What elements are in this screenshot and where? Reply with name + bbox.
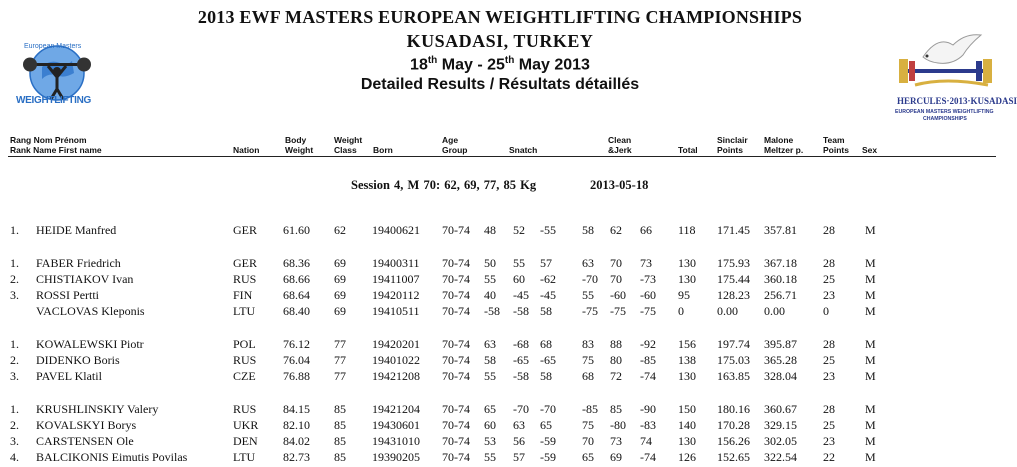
- european-masters-logo: [12, 33, 102, 113]
- cell-s3: 68: [540, 337, 552, 351]
- table-row: [0, 223, 1000, 237]
- cell-s1: 65: [484, 402, 496, 416]
- cell-sinclair: 180.16: [717, 402, 750, 416]
- cell-c2: 69: [610, 450, 622, 464]
- cell-s3: 58: [540, 304, 552, 318]
- cell-wc: 69: [334, 288, 346, 302]
- cell-bw: 68.64: [283, 288, 310, 302]
- cell-sex: M: [865, 450, 876, 464]
- date-range: 18th May - 25th May 2013: [410, 55, 590, 74]
- col-rank-name-header: Rang Nom Prénom Rank Name First name: [10, 135, 102, 155]
- cell-sinclair: 128.23: [717, 288, 750, 302]
- cell-born: 19431010: [372, 434, 420, 448]
- cell-c3: -85: [640, 353, 656, 367]
- cell-s2: -58: [513, 304, 529, 318]
- cell-s2: 52: [513, 223, 525, 237]
- cell-sex: M: [865, 353, 876, 367]
- cell-s3: -59: [540, 450, 556, 464]
- cell-total: 140: [678, 418, 696, 432]
- cell-malone: 322.54: [764, 450, 797, 464]
- cell-s2: 63: [513, 418, 525, 432]
- cell-s3: -45: [540, 288, 556, 302]
- cell-sex: M: [865, 256, 876, 270]
- cell-c3: -73: [640, 272, 656, 286]
- cell-born: 19430601: [372, 418, 420, 432]
- cell-wc: 77: [334, 369, 346, 383]
- logo-top-text: European Masters: [24, 43, 82, 50]
- cell-c2: 73: [610, 434, 622, 448]
- cell-c3: -90: [640, 402, 656, 416]
- cell-name: CARSTENSEN Ole: [36, 434, 134, 448]
- cell-name: FABER Friedrich: [36, 256, 121, 270]
- cell-team: 28: [823, 337, 835, 351]
- cell-c3: -60: [640, 288, 656, 302]
- cell-s1: 55: [484, 272, 496, 286]
- cell-total: 130: [678, 272, 696, 286]
- cell-name: KRUSHLINSKIY Valery: [36, 402, 159, 416]
- location-title: KUSADASI, TURKEY: [406, 31, 594, 51]
- cell-sinclair: 152.65: [717, 450, 750, 464]
- cell-total: 130: [678, 434, 696, 448]
- cell-c1: 83: [582, 337, 594, 351]
- col-body-weight-header: Body Weight: [285, 135, 314, 155]
- cell-s2: 57: [513, 450, 525, 464]
- cell-born: 19421208: [372, 369, 420, 383]
- col-born-header: Born: [373, 145, 393, 155]
- cell-total: 138: [678, 353, 696, 367]
- col-age-group-header: Age Group: [442, 135, 468, 155]
- cell-age: 70-74: [442, 418, 470, 432]
- cell-rank: 1.: [10, 223, 19, 237]
- cell-born: 19401022: [372, 353, 420, 367]
- cell-rank: 2.: [10, 418, 19, 432]
- cell-sex: M: [865, 418, 876, 432]
- cell-wc: 85: [334, 450, 346, 464]
- cell-rank: 4.: [10, 450, 19, 464]
- col-malone-header: Malone Meltzer p.: [764, 135, 804, 155]
- cell-age: 70-74: [442, 353, 470, 367]
- cell-wc: 77: [334, 337, 346, 351]
- cell-team: 23: [823, 369, 835, 383]
- cell-malone: 302.05: [764, 434, 797, 448]
- table-row: [0, 369, 1000, 383]
- cell-total: 150: [678, 402, 696, 416]
- cell-c2: 72: [610, 369, 622, 383]
- cell-born: 19411007: [372, 272, 420, 286]
- col-team-points-header: Team Points: [823, 135, 849, 155]
- cell-age: 70-74: [442, 288, 470, 302]
- cell-bw: 82.73: [283, 450, 310, 464]
- header-divider: [8, 156, 996, 157]
- cell-malone: 365.28: [764, 353, 797, 367]
- cell-wc: 77: [334, 353, 346, 367]
- cell-wc: 85: [334, 418, 346, 432]
- cell-nation: LTU: [233, 450, 256, 464]
- cell-c3: -74: [640, 369, 656, 383]
- cell-rank: 3.: [10, 434, 19, 448]
- championship-title: 2013 EWF MASTERS EUROPEAN WEIGHTLIFTING CHAMPIONSHIPS: [197, 7, 803, 27]
- cell-nation: FIN: [233, 288, 253, 302]
- cell-sinclair: 156.26: [717, 434, 750, 448]
- cell-team: 23: [823, 288, 835, 302]
- cell-c2: -60: [610, 288, 626, 302]
- cell-s1: 60: [484, 418, 496, 432]
- cell-s3: -65: [540, 353, 556, 367]
- cell-bw: 76.04: [283, 353, 310, 367]
- cell-total: 126: [678, 450, 696, 464]
- cell-sinclair: 0.00: [717, 304, 738, 318]
- cell-malone: 360.67: [764, 402, 797, 416]
- cell-s3: -59: [540, 434, 556, 448]
- cell-bw: 61.60: [283, 223, 310, 237]
- cell-wc: 69: [334, 272, 346, 286]
- cell-total: 130: [678, 369, 696, 383]
- cell-sex: M: [865, 369, 876, 383]
- cell-rank: 3.: [10, 369, 19, 383]
- cell-team: 28: [823, 223, 835, 237]
- cell-rank: 2.: [10, 353, 19, 367]
- cell-c2: 62: [610, 223, 622, 237]
- cell-team: 25: [823, 418, 835, 432]
- cell-s1: 63: [484, 337, 496, 351]
- cell-bw: 68.36: [283, 256, 310, 270]
- cell-rank: 2.: [10, 272, 19, 286]
- col-snatch-header: Snatch: [509, 145, 538, 155]
- cell-s2: -45: [513, 288, 529, 302]
- cell-nation: GER: [233, 256, 257, 270]
- cell-sinclair: 175.03: [717, 353, 750, 367]
- cell-malone: 328.04: [764, 369, 797, 383]
- cell-age: 70-74: [442, 256, 470, 270]
- col-sinclair-header: Sinclair Points: [717, 135, 748, 155]
- table-row: [0, 256, 1000, 270]
- cell-sinclair: 175.93: [717, 256, 750, 270]
- cell-age: 70-74: [442, 434, 470, 448]
- cell-born: 19400311: [372, 256, 420, 270]
- cell-sinclair: 197.74: [717, 337, 750, 351]
- cell-team: 28: [823, 256, 835, 270]
- cell-malone: 256.71: [764, 288, 797, 302]
- logo-line2: EUROPEAN MASTERS WEIGHTLIFTING: [895, 109, 994, 115]
- cell-c1: 75: [582, 353, 594, 367]
- cell-bw: 84.02: [283, 434, 310, 448]
- cell-age: 70-74: [442, 223, 470, 237]
- cell-c3: -83: [640, 418, 656, 432]
- cell-s1: 48: [484, 223, 496, 237]
- cell-sex: M: [865, 304, 876, 318]
- results-subtitle: Detailed Results / Résultats détaillés: [360, 76, 640, 93]
- cell-s1: 40: [484, 288, 496, 302]
- cell-rank: 1.: [10, 337, 19, 351]
- cell-sex: M: [865, 223, 876, 237]
- cell-malone: 329.15: [764, 418, 797, 432]
- cell-total: 118: [678, 223, 696, 237]
- cell-total: 130: [678, 256, 696, 270]
- hercules-kusadasi-logo: [893, 25, 1017, 125]
- cell-name: VACLOVAS Kleponis: [36, 304, 145, 318]
- cell-bw: 76.12: [283, 337, 310, 351]
- cell-bw: 82.10: [283, 418, 310, 432]
- cell-nation: RUS: [233, 353, 257, 367]
- cell-wc: 85: [334, 434, 346, 448]
- cell-wc: 69: [334, 256, 346, 270]
- cell-s3: 57: [540, 256, 552, 270]
- cell-born: 19420112: [372, 288, 420, 302]
- cell-team: 25: [823, 353, 835, 367]
- cell-rank: 1.: [10, 256, 19, 270]
- cell-team: 0: [823, 304, 829, 318]
- cell-c2: 88: [610, 337, 622, 351]
- cell-s2: 56: [513, 434, 525, 448]
- cell-name: KOWALEWSKI Piotr: [36, 337, 144, 351]
- cell-c2: -75: [610, 304, 626, 318]
- cell-nation: RUS: [233, 272, 257, 286]
- session-date: 2013-05-18: [590, 178, 649, 192]
- logo-bottom-text: WEIGHTLIFTING: [16, 95, 91, 106]
- logo-line3: CHAMPIONSHIPS: [923, 116, 967, 122]
- cell-s3: 58: [540, 369, 552, 383]
- cell-c1: 63: [582, 256, 594, 270]
- cell-total: 95: [678, 288, 690, 302]
- cell-c2: 70: [610, 272, 622, 286]
- cell-c1: 70: [582, 434, 594, 448]
- cell-s1: 55: [484, 450, 496, 464]
- cell-name: HEIDE Manfred: [36, 223, 117, 237]
- cell-s2: 55: [513, 256, 525, 270]
- cell-total: 156: [678, 337, 696, 351]
- cell-c3: 73: [640, 256, 652, 270]
- cell-s2: 60: [513, 272, 525, 286]
- col-sex-header: Sex: [862, 145, 878, 155]
- cell-c1: -75: [582, 304, 598, 318]
- cell-s3: 65: [540, 418, 552, 432]
- cell-name: CHISTIAKOV Ivan: [36, 272, 134, 286]
- cell-bw: 68.66: [283, 272, 310, 286]
- cell-malone: 0.00: [764, 304, 785, 318]
- cell-bw: 84.15: [283, 402, 310, 416]
- cell-bw: 76.88: [283, 369, 310, 383]
- cell-malone: 367.18: [764, 256, 797, 270]
- cell-c1: 65: [582, 450, 594, 464]
- cell-c2: 70: [610, 256, 622, 270]
- cell-s1: 53: [484, 434, 496, 448]
- cell-c3: 74: [640, 434, 652, 448]
- cell-nation: DEN: [233, 434, 258, 448]
- cell-s1: 58: [484, 353, 496, 367]
- cell-c1: 68: [582, 369, 594, 383]
- session-label: Session 4, M 70: 62, 69, 77, 85 Kg: [351, 178, 537, 192]
- cell-born: 19390205: [372, 450, 420, 464]
- table-row: [0, 288, 1000, 302]
- col-clean-jerk-header: Clean &Jerk: [608, 135, 632, 155]
- cell-age: 70-74: [442, 304, 470, 318]
- cell-s2: -65: [513, 353, 529, 367]
- col-total-header: Total: [678, 145, 698, 155]
- cell-nation: RUS: [233, 402, 257, 416]
- cell-nation: POL: [233, 337, 256, 351]
- cell-c3: -75: [640, 304, 656, 318]
- cell-rank: 1.: [10, 402, 19, 416]
- cell-name: ROSSI Pertti: [36, 288, 100, 302]
- cell-age: 70-74: [442, 402, 470, 416]
- cell-nation: CZE: [233, 369, 256, 383]
- cell-c2: 85: [610, 402, 622, 416]
- cell-team: 23: [823, 434, 835, 448]
- table-row: [0, 337, 1000, 351]
- logo-hercules-text: HERCULES·2013·KUSADASI: [897, 96, 1017, 106]
- cell-age: 70-74: [442, 450, 470, 464]
- cell-name: DIDENKO Boris: [36, 353, 120, 367]
- col-nation-header: Nation: [233, 145, 260, 155]
- cell-sinclair: 170.28: [717, 418, 750, 432]
- cell-malone: 395.87: [764, 337, 797, 351]
- table-row: [0, 418, 1000, 432]
- cell-s3: -62: [540, 272, 556, 286]
- cell-born: 19400621: [372, 223, 420, 237]
- cell-wc: 85: [334, 402, 346, 416]
- cell-team: 22: [823, 450, 835, 464]
- cell-s2: -68: [513, 337, 529, 351]
- cell-sinclair: 171.45: [717, 223, 750, 237]
- cell-age: 70-74: [442, 272, 470, 286]
- table-row: [0, 402, 1000, 416]
- cell-c2: -80: [610, 418, 626, 432]
- cell-sex: M: [865, 272, 876, 286]
- cell-nation: UKR: [233, 418, 259, 432]
- cell-s3: -70: [540, 402, 556, 416]
- cell-nation: LTU: [233, 304, 256, 318]
- cell-total: 0: [678, 304, 684, 318]
- cell-malone: 357.81: [764, 223, 797, 237]
- cell-c1: 55: [582, 288, 594, 302]
- cell-rank: 3.: [10, 288, 19, 302]
- table-row: [0, 353, 1000, 367]
- cell-wc: 69: [334, 304, 346, 318]
- cell-sinclair: 163.85: [717, 369, 750, 383]
- cell-nation: GER: [233, 223, 257, 237]
- cell-bw: 68.40: [283, 304, 310, 318]
- cell-sex: M: [865, 288, 876, 302]
- cell-s1: -58: [484, 304, 500, 318]
- cell-c3: -74: [640, 450, 656, 464]
- cell-born: 19420201: [372, 337, 420, 351]
- cell-malone: 360.18: [764, 272, 797, 286]
- table-row: [0, 434, 1000, 448]
- cell-s2: -70: [513, 402, 529, 416]
- cell-c1: -70: [582, 272, 598, 286]
- cell-s1: 55: [484, 369, 496, 383]
- cell-s3: -55: [540, 223, 556, 237]
- cell-c1: 75: [582, 418, 594, 432]
- cell-name: KOVALSKYI Borys: [36, 418, 137, 432]
- table-row: [0, 450, 1000, 464]
- cell-born: 19410511: [372, 304, 420, 318]
- cell-age: 70-74: [442, 337, 470, 351]
- cell-born: 19421204: [372, 402, 420, 416]
- cell-sex: M: [865, 434, 876, 448]
- cell-s1: 50: [484, 256, 496, 270]
- cell-c3: -92: [640, 337, 656, 351]
- table-row: [0, 304, 1000, 318]
- table-row: [0, 272, 1000, 286]
- cell-c1: 58: [582, 223, 594, 237]
- cell-team: 25: [823, 272, 835, 286]
- dove-barbell-icon: [893, 25, 998, 95]
- cell-sinclair: 175.44: [717, 272, 750, 286]
- cell-sex: M: [865, 402, 876, 416]
- cell-s2: -58: [513, 369, 529, 383]
- cell-sex: M: [865, 337, 876, 351]
- cell-age: 70-74: [442, 369, 470, 383]
- cell-c2: 80: [610, 353, 622, 367]
- cell-c1: -85: [582, 402, 598, 416]
- cell-name: PAVEL Klatil: [36, 369, 102, 383]
- cell-wc: 62: [334, 223, 346, 237]
- cell-c3: 66: [640, 223, 652, 237]
- cell-team: 28: [823, 402, 835, 416]
- cell-name: BALCIKONIS Eimutis Povilas: [36, 450, 188, 464]
- col-weight-class-header: Weight Class: [334, 135, 363, 155]
